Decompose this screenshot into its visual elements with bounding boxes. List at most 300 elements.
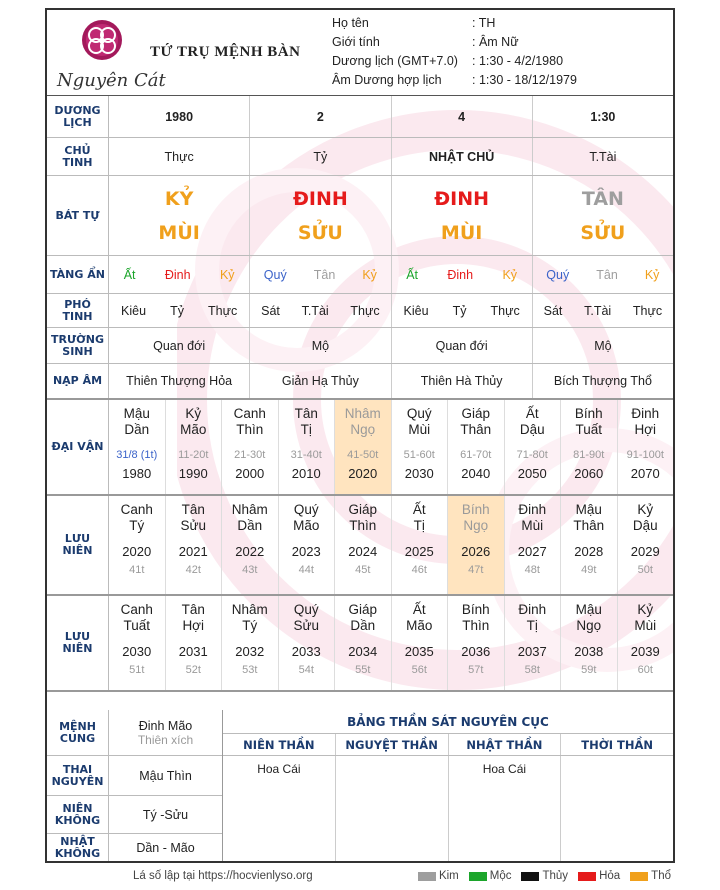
cycle-year: 1980 <box>122 466 152 481</box>
than-sat-cell <box>561 756 673 863</box>
year-chi: Mùi <box>521 518 544 533</box>
legend-swatch-icon <box>418 872 436 881</box>
sub-star: Thực <box>350 303 380 318</box>
row-truong-sinh <box>47 328 673 364</box>
year-can: Mậu <box>575 502 602 517</box>
cycle-age-range: 11-20t <box>178 449 209 461</box>
menh-cung-value: Đinh Mão <box>138 718 193 733</box>
thai-nguyen-value: Mậu Thìn <box>139 768 192 783</box>
chu-tinh-value: T.Tài <box>589 149 617 164</box>
truong-sinh-value: Mộ <box>250 328 391 363</box>
year-value: 2032 <box>235 644 265 659</box>
row-label: BÁT TỰ <box>47 176 109 255</box>
year-chi: Tuất <box>123 618 150 633</box>
year-can: Quý <box>293 502 319 517</box>
chart-sheet <box>45 8 675 863</box>
year-can: Giáp <box>348 602 378 617</box>
cycle-name <box>575 400 603 446</box>
sub-star: Sát <box>543 303 563 318</box>
nap-am-value: Thiên Thượng Hỏa <box>109 364 250 398</box>
than-sat-table <box>223 710 673 862</box>
info-label: Họ tên <box>332 16 369 30</box>
row-label: PHÓ TINH <box>47 294 109 327</box>
row-label: MỆNH CUNG <box>47 710 109 755</box>
year-can: Nhâm <box>231 502 268 517</box>
row-chu-tinh <box>47 138 673 176</box>
cycle-year: 2070 <box>630 466 660 481</box>
row-tang-an <box>47 256 673 294</box>
dai-van-cells <box>109 400 673 494</box>
luu-nien-cell <box>561 596 618 690</box>
cycle-chi: Mùi <box>408 422 431 437</box>
row-label: ĐẠI VẬN <box>47 400 109 494</box>
year-value: 2028 <box>574 544 604 559</box>
year-name <box>518 596 546 642</box>
person-info <box>332 16 672 92</box>
row-label: THAI NGUYÊN <box>47 756 109 795</box>
luu-nien-cells <box>109 596 673 690</box>
year-can: Tân <box>181 502 205 517</box>
than-sat-cell <box>336 756 449 863</box>
year-name <box>182 596 205 642</box>
year-chi: Tị <box>526 618 538 633</box>
year-name <box>634 596 656 642</box>
bottom-section <box>47 710 673 862</box>
year-age: 46t <box>411 564 427 576</box>
year-can: Canh <box>120 502 153 517</box>
year-age: 53t <box>242 664 258 676</box>
brand-logo <box>55 16 166 92</box>
hidden-stem: Kỷ <box>644 267 660 282</box>
year-value: 2029 <box>630 544 660 559</box>
cycle-age-range: 41-50t <box>347 449 379 461</box>
year-name <box>121 496 153 542</box>
year-can: Nhâm <box>231 602 268 617</box>
info-label: Dương lịch (GMT+7.0) <box>332 54 458 68</box>
nien-khong-value: Tý -Sửu <box>142 807 189 822</box>
year-name <box>633 496 658 542</box>
luu-nien-cell <box>109 596 166 690</box>
row-duong-lich <box>47 96 673 138</box>
truong-sinh-value: Mộ <box>594 338 612 353</box>
year-age: 56t <box>411 664 427 676</box>
palace-info <box>47 710 223 862</box>
luu-nien-section-2 <box>47 596 673 692</box>
page-title: TỨ TRỤ MỆNH BÀN <box>150 44 301 60</box>
year-name <box>293 596 319 642</box>
year-name <box>121 596 153 642</box>
year-age: 58t <box>524 664 540 676</box>
menh-cung-sub: Thiên xích <box>137 732 194 747</box>
year-age: 45t <box>355 564 371 576</box>
dai-van-cell <box>109 400 166 494</box>
can-char: KỶ <box>164 187 194 210</box>
year-can: Quý <box>293 602 319 617</box>
year-age: 57t <box>468 664 484 676</box>
info-value: : Âm Nữ <box>472 35 519 49</box>
sub-star: Thực <box>208 303 238 318</box>
cycle-year: 2030 <box>404 466 434 481</box>
chi-char: MÙI <box>158 221 200 244</box>
row-nap-am <box>47 364 673 400</box>
cycle-year: 2040 <box>461 466 491 481</box>
year-name <box>518 496 546 542</box>
year-value: 2030 <box>122 644 152 659</box>
cycle-age-range: 31/8 (1t) <box>116 449 158 461</box>
pillar-hour-value: 1:30 <box>590 109 616 124</box>
hidden-stem: Kỷ <box>502 267 518 282</box>
year-chi: Ngọ <box>463 518 489 533</box>
row-label: TÀNG ẨN <box>47 256 109 293</box>
tang-an-cell <box>533 256 673 293</box>
luu-nien-cell <box>618 496 674 594</box>
year-chi: Thìn <box>462 618 490 633</box>
chi-char: SỬU <box>580 221 626 244</box>
cycle-age-range: 91-100t <box>626 449 664 461</box>
year-chi: Tý <box>242 618 258 633</box>
cycle-can: Kỷ <box>185 406 202 421</box>
sub-star: Kiêu <box>121 303 147 318</box>
hidden-stem: Kỷ <box>219 267 235 282</box>
cycle-name <box>520 400 545 446</box>
year-value: 2038 <box>574 644 604 659</box>
year-age: 60t <box>637 664 653 676</box>
year-age: 43t <box>242 564 258 576</box>
year-value: 2031 <box>178 644 208 659</box>
chu-tinh-value: Tỷ <box>250 138 391 175</box>
cycle-age-range: 21-30t <box>234 449 266 461</box>
cycle-can: Nhâm <box>344 406 381 421</box>
nap-am-value: Bích Thượng Thổ <box>553 374 652 388</box>
sub-star: Tỷ <box>170 303 184 318</box>
cycle-can: Giáp <box>461 406 491 421</box>
menh-cung-row <box>47 710 222 756</box>
cycle-year: 2060 <box>574 466 604 481</box>
year-chi: Dậu <box>632 518 658 533</box>
tang-an-cell <box>109 256 250 293</box>
chu-tinh-value: Thực <box>109 138 250 175</box>
row-label: TRƯỜNG SINH <box>47 328 109 363</box>
info-label: Âm Dương hợp lịch <box>332 73 442 87</box>
than-sat-body <box>223 756 673 863</box>
year-value: 2039 <box>630 644 660 659</box>
than-sat-cell: Hoa Cái <box>449 756 562 863</box>
luu-nien-cell <box>505 496 562 594</box>
luu-nien-cells <box>109 496 673 594</box>
legend-label: Thổ <box>651 870 671 882</box>
year-age: 50t <box>637 564 653 576</box>
cycle-chi: Hợi <box>634 422 657 437</box>
year-name <box>348 596 377 642</box>
year-name <box>462 596 490 642</box>
hidden-stem: Đinh <box>164 267 191 282</box>
cycle-age-range: 61-70t <box>460 449 492 461</box>
cycle-name <box>407 400 432 446</box>
flower-logo-icon <box>55 16 145 72</box>
row-label: NIÊN KHÔNG <box>47 796 109 833</box>
year-can: Kỷ <box>637 502 654 517</box>
chu-tinh-value: NHẬT CHỦ <box>392 138 533 175</box>
year-age: 48t <box>524 564 540 576</box>
cycle-age-range: 51-60t <box>403 449 435 461</box>
info-value: : 1:30 - 18/12/1979 <box>472 73 577 87</box>
dai-van-cell <box>222 400 279 494</box>
truong-sinh-value: Quan đới <box>109 328 250 363</box>
row-bat-tu <box>47 176 673 256</box>
year-can: Mậu <box>575 602 602 617</box>
sub-star: T.Tài <box>301 303 329 318</box>
year-value: 2026 <box>461 544 491 559</box>
year-chi: Mão <box>293 518 320 533</box>
dai-van-cell <box>166 400 223 494</box>
luu-nien-section-1 <box>47 496 673 596</box>
nien-khong-row <box>47 796 222 834</box>
info-row <box>332 54 672 73</box>
year-name <box>576 596 602 642</box>
sub-star: Thực <box>490 303 520 318</box>
year-name <box>348 496 377 542</box>
cycle-chi: Tị <box>300 422 312 437</box>
year-name <box>413 496 426 542</box>
year-value: 2024 <box>348 544 378 559</box>
year-name <box>573 496 604 542</box>
year-value: 2037 <box>517 644 547 659</box>
pho-tinh-cell <box>533 294 673 327</box>
year-can: Kỷ <box>637 602 654 617</box>
than-sat-col-header: THỜI THẦN <box>581 738 654 752</box>
year-age: 55t <box>355 664 371 676</box>
chi-char: MÙI <box>440 221 483 244</box>
cycle-name <box>234 400 266 446</box>
luu-nien-cell <box>166 596 223 690</box>
year-age: 41t <box>129 564 145 576</box>
row-label: DƯƠNG LỊCH <box>47 96 109 137</box>
year-can: Tân <box>181 602 205 617</box>
row-label: LƯU NIÊN <box>47 496 109 594</box>
year-can: Ất <box>412 502 426 517</box>
tang-an-cell <box>392 256 533 293</box>
year-age: 52t <box>185 664 201 676</box>
sub-star: T.Tài <box>584 303 612 318</box>
cycle-name <box>631 400 659 446</box>
hidden-stem: Đinh <box>447 267 474 282</box>
luu-nien-cell <box>392 496 449 594</box>
pho-tinh-cell <box>109 294 250 327</box>
than-sat-title: BẢNG THẦN SÁT NGUYÊN CỤC <box>223 710 673 734</box>
cycle-chi: Mão <box>180 422 207 437</box>
hidden-stem: Quý <box>546 267 570 282</box>
luu-nien-cell <box>279 596 336 690</box>
info-value: : TH <box>472 16 496 30</box>
year-value: 2033 <box>291 644 321 659</box>
cycle-year: 2000 <box>235 466 265 481</box>
year-age: 42t <box>185 564 201 576</box>
dai-van-cell <box>335 400 392 494</box>
hidden-stem: Kỷ <box>362 267 377 282</box>
luu-nien-cell <box>335 596 392 690</box>
cycle-name <box>124 400 150 446</box>
cycle-chi: Tuất <box>575 422 602 437</box>
footer <box>45 868 675 886</box>
year-value: 2035 <box>404 644 434 659</box>
dai-van-cell <box>618 400 674 494</box>
bat-tu-pillar <box>392 176 533 255</box>
year-chi: Thìn <box>349 518 377 533</box>
cycle-year: 1990 <box>178 466 208 481</box>
year-age: 49t <box>581 564 597 576</box>
cycle-can: Quý <box>406 406 432 421</box>
hidden-stem: Ất <box>123 267 136 282</box>
cycle-name <box>295 400 318 446</box>
sub-star: Kiêu <box>403 303 429 318</box>
can-char: ĐINH <box>292 187 348 210</box>
legend-item <box>630 870 671 882</box>
year-chi: Tý <box>129 518 145 533</box>
truong-sinh-value: Quan đới <box>392 328 533 363</box>
year-chi: Tị <box>413 518 425 533</box>
cycle-chi: Thân <box>460 422 492 437</box>
year-can: Canh <box>120 602 153 617</box>
cycle-chi: Dậu <box>519 422 545 437</box>
luu-nien-cell <box>505 596 562 690</box>
cycle-can: Đinh <box>631 406 660 421</box>
nhat-khong-row <box>47 834 222 862</box>
cycle-can: Bính <box>574 406 603 421</box>
dai-van-cell <box>505 400 562 494</box>
nhat-khong-value: Dần - Mão <box>136 841 195 855</box>
legend-item <box>469 870 512 882</box>
year-can: Đinh <box>518 602 547 617</box>
dai-van-cell <box>279 400 336 494</box>
year-chi: Mùi <box>634 618 657 633</box>
year-value: 2027 <box>517 544 547 559</box>
cycle-year: 2020 <box>348 466 378 481</box>
year-value: 2020 <box>122 544 152 559</box>
year-chi: Sửu <box>180 518 207 533</box>
info-value: : 1:30 - 4/2/1980 <box>472 54 564 68</box>
row-pho-tinh <box>47 294 673 328</box>
pillar-grid <box>47 96 673 692</box>
cycle-name <box>345 400 381 446</box>
cycle-can: Canh <box>233 406 266 421</box>
row-label: NẠP ÂM <box>47 364 109 398</box>
luu-nien-cell <box>279 496 336 594</box>
year-age: 54t <box>298 664 314 676</box>
sub-star: Thực <box>632 303 663 318</box>
pho-tinh-cell <box>392 294 533 327</box>
year-chi: Dần <box>350 618 376 633</box>
luu-nien-cell <box>222 596 279 690</box>
chi-char: SỬU <box>297 221 343 244</box>
year-can: Giáp <box>348 502 378 517</box>
year-name <box>462 496 490 542</box>
cycle-chi: Ngọ <box>350 422 376 437</box>
year-chi: Thân <box>573 518 605 533</box>
luu-nien-cell <box>618 596 674 690</box>
cycle-can: Mậu <box>123 406 150 421</box>
nap-am-value: Thiên Hà Thủy <box>392 364 533 398</box>
dai-van-cell <box>448 400 505 494</box>
legend-label: Kim <box>438 870 459 882</box>
legend-swatch-icon <box>521 872 539 881</box>
sub-star: Tỷ <box>452 303 467 318</box>
cycle-year: 2010 <box>291 466 321 481</box>
dai-van-section <box>47 400 673 496</box>
than-sat-col-header: NIÊN THẦN <box>223 734 336 755</box>
pillar-year-value: 1980 <box>109 96 250 137</box>
legend-label: Mộc <box>489 870 512 882</box>
luu-nien-cell <box>335 496 392 594</box>
legend-swatch-icon <box>630 872 648 881</box>
element-legend <box>418 870 671 882</box>
luu-nien-cell <box>392 596 449 690</box>
pho-tinh-cell <box>250 294 391 327</box>
chart-header <box>47 10 673 96</box>
year-value: 2023 <box>291 544 321 559</box>
thai-nguyen-row <box>47 756 222 796</box>
cycle-chi: Dần <box>124 422 150 437</box>
year-name <box>232 496 268 542</box>
year-name <box>406 596 432 642</box>
cycle-can: Ất <box>525 406 539 421</box>
luu-nien-cell <box>109 496 166 594</box>
info-row <box>332 16 672 35</box>
info-row <box>332 35 672 54</box>
cycle-year: 2050 <box>517 466 547 481</box>
year-can: Bính <box>461 602 490 617</box>
info-label: Giới tính <box>332 35 380 49</box>
pillar-month-value: 2 <box>250 96 391 137</box>
source-text: Lá số lập tại https://hocvienlyso.org <box>133 870 313 882</box>
tang-an-cell <box>250 256 391 293</box>
logo-text: Nguyên Cát <box>57 70 166 91</box>
legend-swatch-icon <box>578 872 596 881</box>
than-sat-col-header: NGUYỆT THẦN <box>336 734 449 755</box>
hidden-stem: Tân <box>313 267 336 282</box>
year-value: 2036 <box>461 644 491 659</box>
row-label: LƯU NIÊN <box>47 596 109 690</box>
luu-nien-cell <box>448 496 505 594</box>
legend-label: Thủy <box>542 870 569 882</box>
year-value: 2022 <box>235 544 265 559</box>
cycle-age-range: 81-90t <box>573 449 605 461</box>
year-value: 2021 <box>178 544 208 559</box>
row-label: CHỦ TINH <box>47 138 109 175</box>
year-name <box>293 496 319 542</box>
cycle-age-range: 31-40t <box>290 449 322 461</box>
year-chi: Ngọ <box>576 618 602 633</box>
cycle-chi: Thìn <box>236 422 264 437</box>
year-name <box>180 496 206 542</box>
year-value: 2025 <box>404 544 434 559</box>
year-age: 47t <box>468 564 484 576</box>
hidden-stem: Quý <box>263 267 287 282</box>
legend-swatch-icon <box>469 872 487 881</box>
bat-tu-pillar <box>109 176 250 255</box>
luu-nien-cell <box>166 496 223 594</box>
legend-item <box>578 870 620 882</box>
year-age: 51t <box>129 664 145 676</box>
year-chi: Dần <box>237 518 263 533</box>
year-value: 2034 <box>348 644 378 659</box>
sub-star: Sát <box>261 303 280 318</box>
legend-item <box>418 870 459 882</box>
pillar-day-value: 4 <box>392 96 533 137</box>
year-can: Đinh <box>518 502 547 517</box>
year-chi: Mão <box>406 618 433 633</box>
than-sat-col-header: NHẬT THẦN <box>449 734 562 755</box>
year-chi: Sửu <box>293 618 320 633</box>
